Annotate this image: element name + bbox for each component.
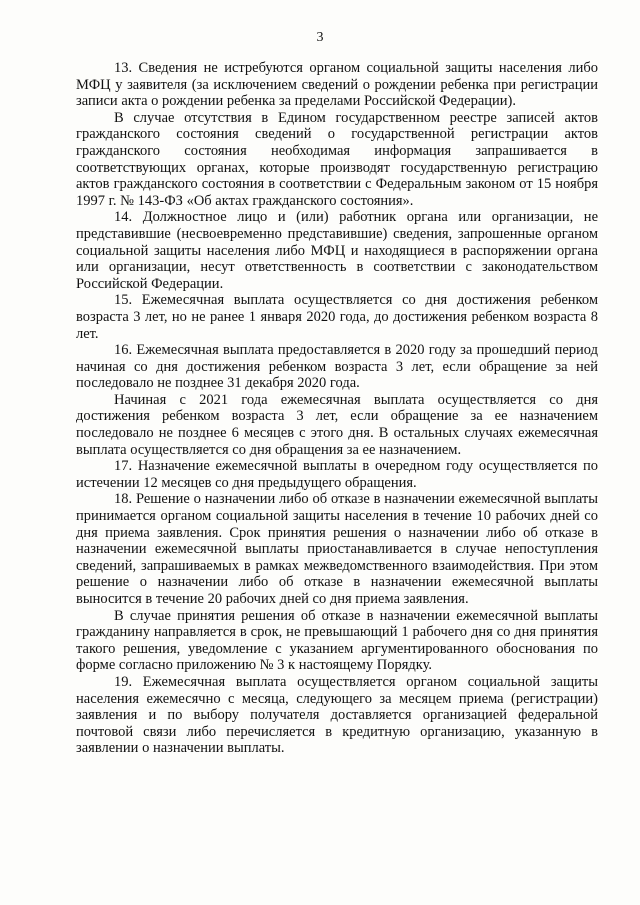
document-body [76, 60, 598, 757]
paragraph-16: 16. Ежемесячная выплата предоставляется в 2020 году за прошедший период начиная со дня достижения ребенком возраста 3 лет, если обращение за ней последовало не позднее 31 декабря 2020 года. [76, 342, 598, 392]
paragraph-16-from-2021: Начиная с 2021 года ежемесячная выплата осуществляется со дня достижения ребенком возраста 3 лет, если обращение за ее назначением последовало не позднее 6 месяцев с этого дня. В остальных случаях ежемесячная выплата осуществляется со дня обращения за ее назначением. [76, 391, 598, 458]
paragraph-19: 19. Ежемесячная выплата осуществляется органом социальной защиты населения ежемесячно с месяца, следующего за месяцем приема (регистрации) заявления и по выбору получателя доставляется организацией федеральной почтовой связи либо перечисляется в кредитную организацию, указанную в заявлении о назначении выплаты. [76, 673, 598, 757]
paragraph-18-refusal: В случае принятия решения об отказе в назначении ежемесячной выплаты гражданину направляется в срок, не превышающий 1 рабочего дня со дня принятия такого решения, уведомление с указанием аргументированного обоснования по форме согласно приложению № 3 к настоящему Порядку. [76, 607, 598, 674]
paragraph-13-registry: В случае отсутствия в Едином государственном реестре записей актов гражданского состояния сведений о государственной регистрации актов гражданского состояния необходимая информация запрашивается в соответствующих органах, которые производят государственную регистрацию актов гражданского состояния в соответствии с Федеральным законом от 15 ноября 1997 г. № 143-ФЗ «Об актах гражданского состояния». [76, 109, 598, 209]
paragraph-18: 18. Решение о назначении либо об отказе в назначении ежемесячной выплаты принимается органом социальной защиты населения в течение 10 рабочих дней со дня приема заявления. Срок принятия решения о назначении либо об отказе в назначении ежемесячной выплаты приостанавливается в случае непоступления сведений, запрашиваемых в рамках межведомственного взаимодействия. При этом решение о назначении либо об отказе в назначении ежемесячной выплаты выносится в течение 20 рабочих дней со дня приема заявления. [76, 491, 598, 607]
paragraph-13: 13. Сведения не истребуются органом социальной защиты населения либо МФЦ у заявителя (за исключением сведений о рождении ребенка при регистрации записи акта о рождении ребенка за пределами Российской Федерации). [76, 60, 598, 110]
paragraph-15: 15. Ежемесячная выплата осуществляется со дня достижения ребенком возраста 3 лет, но не ранее 1 января 2020 года, до достижения ребенком возраста 8 лет. [76, 292, 598, 342]
paragraph-17: 17. Назначение ежемесячной выплаты в очередном году осуществляется по истечении 12 месяцев со дня предыдущего обращения. [76, 458, 598, 491]
paragraph-14: 14. Должностное лицо и (или) работник органа или организации, не представившие (несвоевременно представившие) сведения, запрошенные органом социальной защиты населения либо МФЦ и находящиеся в распоряжении органа или организации, несут ответственность в соответствии с законодательством Российской Федерации. [76, 209, 598, 292]
page-number: 3 [316, 30, 324, 45]
